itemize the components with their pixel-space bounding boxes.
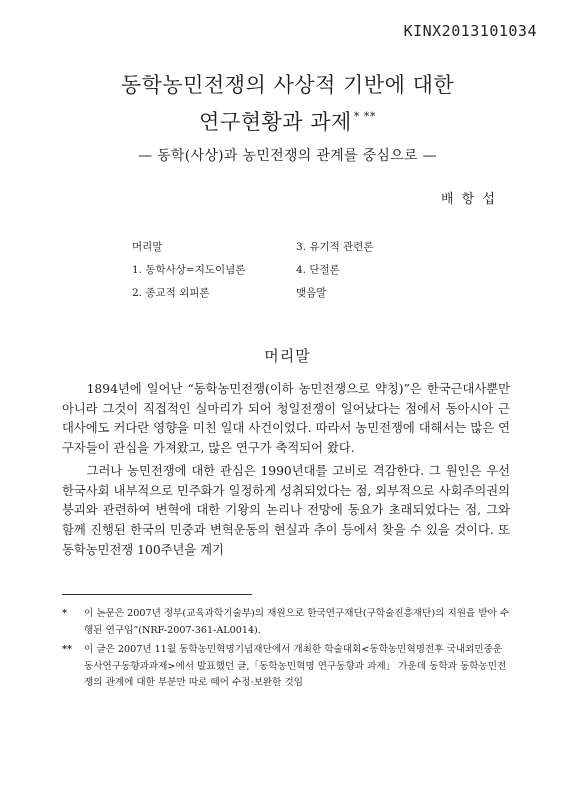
document-id: KINX2013101034 [403, 22, 537, 40]
toc-item: 1. 동학사상=지도이념론 [132, 264, 246, 276]
footnote-text: 이 글은 2007년 11월 동학농민혁명기념재단에서 개최한 학술대회<동학농민혁명전후 국내외민중운동사연구동향과과제>에서 발표했던 글,「동학농민혁명 연구동향과 과제」 가운데 동학과 동학농민전쟁의 관계에 대한 부분만 따로 떼어 수정·보완한 것임 [84, 644, 507, 688]
title-line-2 [0, 101, 575, 138]
footnote-mark: * [62, 608, 68, 619]
title-block [0, 70, 575, 166]
title-line-2-text: 연구현황과 과제 [199, 110, 352, 134]
footnote [62, 606, 510, 639]
footnote [62, 642, 510, 692]
toc-item: 2. 종교적 외피론 [132, 287, 210, 299]
footnote-text: 이 논문은 2007년 정부(교육과학기술부)의 재원으로 한국연구재단(구학술진흥재단)의 지원을 받아 수행된 연구임”(NRF-2007-361-AL0014). [84, 608, 510, 636]
toc-column-left [132, 236, 245, 305]
footnote-mark: ** [62, 644, 73, 655]
section-heading: 머리말 [264, 347, 311, 365]
toc-item: 맺음말 [296, 287, 327, 299]
title-footnote-marks: * ** [353, 110, 376, 123]
body-paragraph: 1894년에 일어난 “동학농민전쟁(이하 농민전쟁으로 약칭)”은 한국근대사뿐만 아니라 그것이 직접적인 실마리가 되어 청일전쟁이 일어났다는 점에서 동아시아 근대사에도 커다란 영향을 미친 일대 사건이었다. 따라서 농민전쟁에 대해서는 많은 연구자들이 관심을 가져왔고, 많은 연구가 축적되어 왔다. [62, 382, 510, 456]
toc-item: 머리말 [132, 241, 163, 253]
toc-item: 3. 유기적 관련론 [296, 241, 374, 253]
footnotes [62, 606, 510, 695]
body-paragraph: 그러나 농민전쟁에 대한 관심은 1990년대를 고비로 격감한다. 그 원인은 우선 한국사회 내부적으로 민주화가 일정하게 성취되었다는 점, 외부적으로 사회주의권의 붕괴와 관련하여 변혁에 대한 기왕의 논리나 전망에 동요가 초래되었다는 점, 그와 함께 진행된 한국의 민중과 변혁운동의 현실과 추이 등에서 찾을 수 있을 것이다. 또 동학농민전쟁 100주년을 계기 [62, 463, 510, 557]
subtitle: — 동학(사상)과 농민전쟁의 관계를 중심으로 — [138, 148, 437, 164]
author-name: 배 항 섭 [441, 192, 497, 207]
footnote-divider [62, 594, 252, 595]
title-line-1: 동학농민전쟁의 사상적 기반에 대한 [120, 73, 455, 97]
toc-column-right [296, 236, 374, 305]
toc-item: 4. 단절론 [296, 264, 340, 276]
body-text [62, 380, 510, 563]
